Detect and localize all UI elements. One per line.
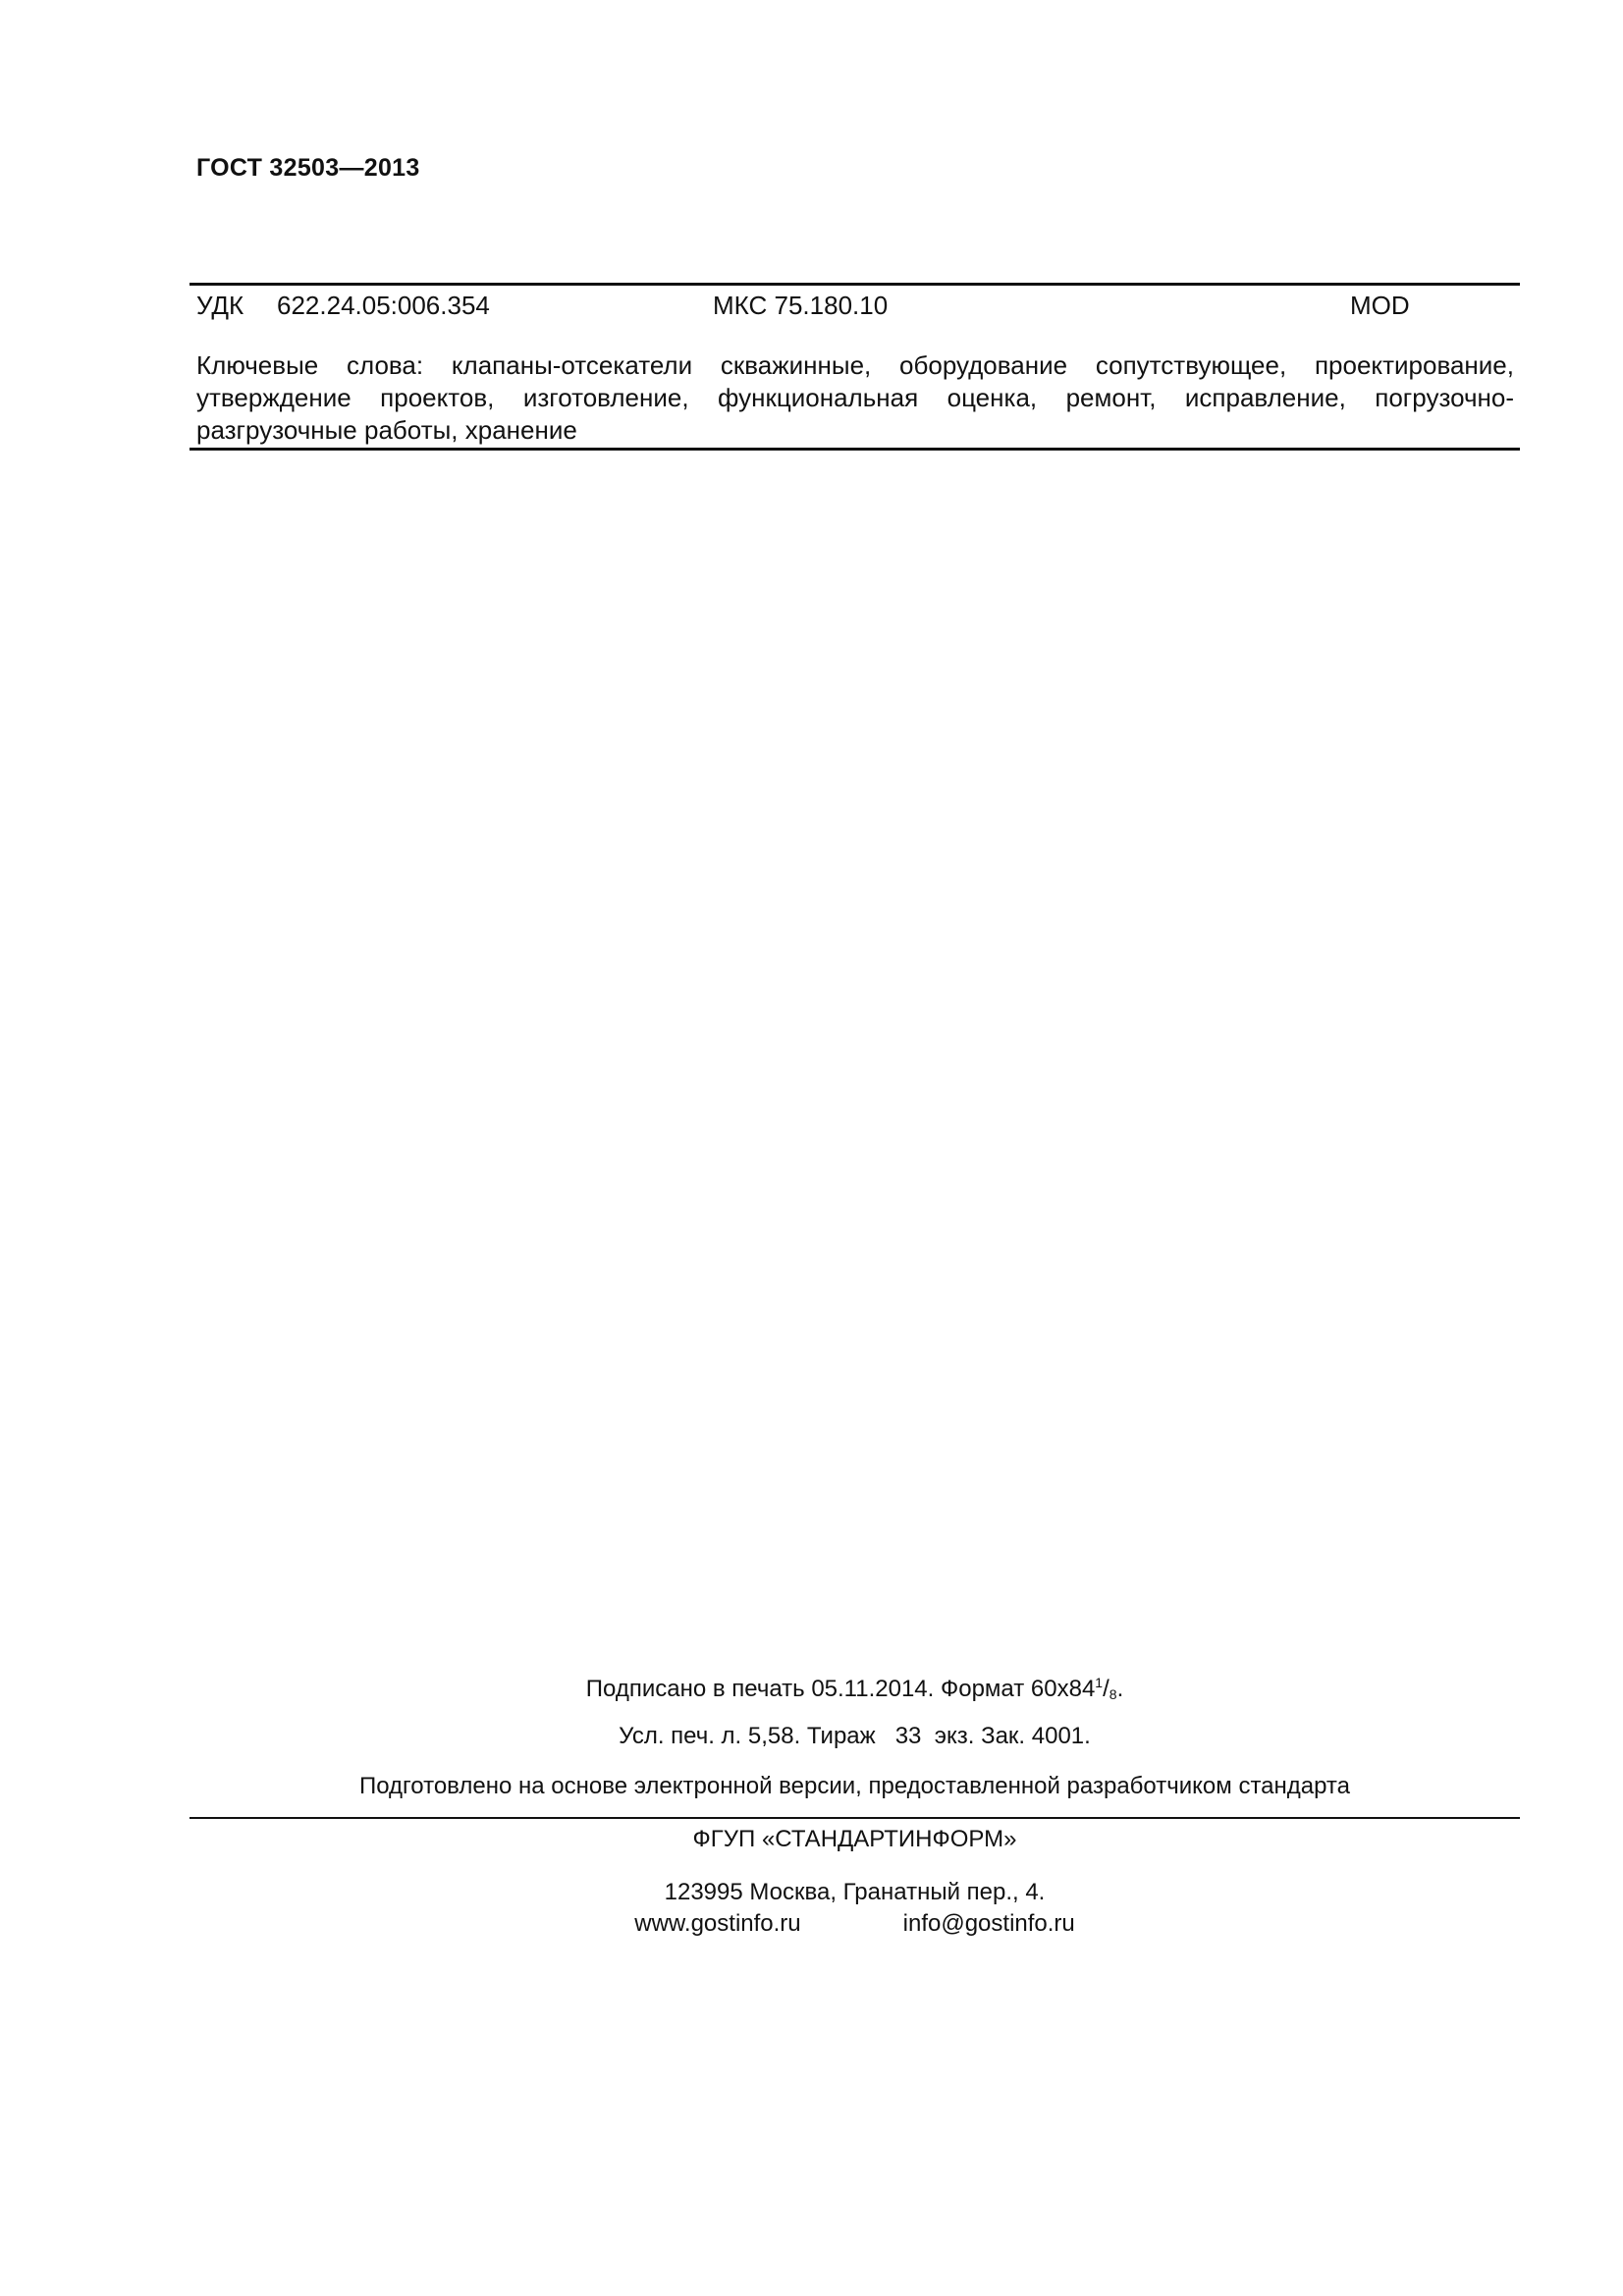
udk-label: УДК — [196, 291, 244, 320]
publisher-contacts — [189, 1910, 1520, 1938]
top-divider — [189, 283, 1520, 286]
format-separator: / — [1103, 1676, 1109, 1702]
standard-number: ГОСТ 32503—2013 — [196, 154, 420, 182]
keywords-paragraph: Ключевые слова: клапаны-отсекатели скважинные, оборудование сопутствующее, проектирование, утверждение проектов, изготовление, функциональная оценка, ремонт, исправление, погрузочно-разгрузочные работы, хранение — [196, 350, 1514, 445]
prepared-note: Подготовлено на основе электронной версии, предоставленной разработчиком стандарта — [358, 1773, 1351, 1799]
website-link[interactable]: www.gostinfo.ru — [634, 1910, 801, 1937]
publisher-name: ФГУП «СТАНДАРТИНФОРМ» — [692, 1826, 1017, 1852]
print-info-line: Усл. печ. л. 5,58. Тираж 33 экз. Зак. 4001. — [619, 1723, 1091, 1749]
mks-code: МКС 75.180.10 — [713, 291, 889, 320]
format-denominator: 8 — [1109, 1686, 1117, 1702]
format-numerator: 1 — [1095, 1675, 1104, 1690]
publisher-divider — [189, 1817, 1520, 1819]
udk-code: 622.24.05:006.354 — [277, 291, 490, 320]
keywords-divider — [189, 448, 1520, 451]
signed-for-print-line — [189, 1675, 1520, 1703]
publisher-address: 123995 Москва, Гранатный пер., 4. — [664, 1879, 1046, 1905]
signed-text: Подписано в печать 05.11.2014. Формат 60x84 — [585, 1676, 1096, 1702]
classification-row — [196, 291, 1514, 322]
format-end: . — [1116, 1676, 1124, 1702]
email-link[interactable]: info@gostinfo.ru — [902, 1910, 1075, 1937]
modification-degree: MOD — [1350, 291, 1410, 320]
